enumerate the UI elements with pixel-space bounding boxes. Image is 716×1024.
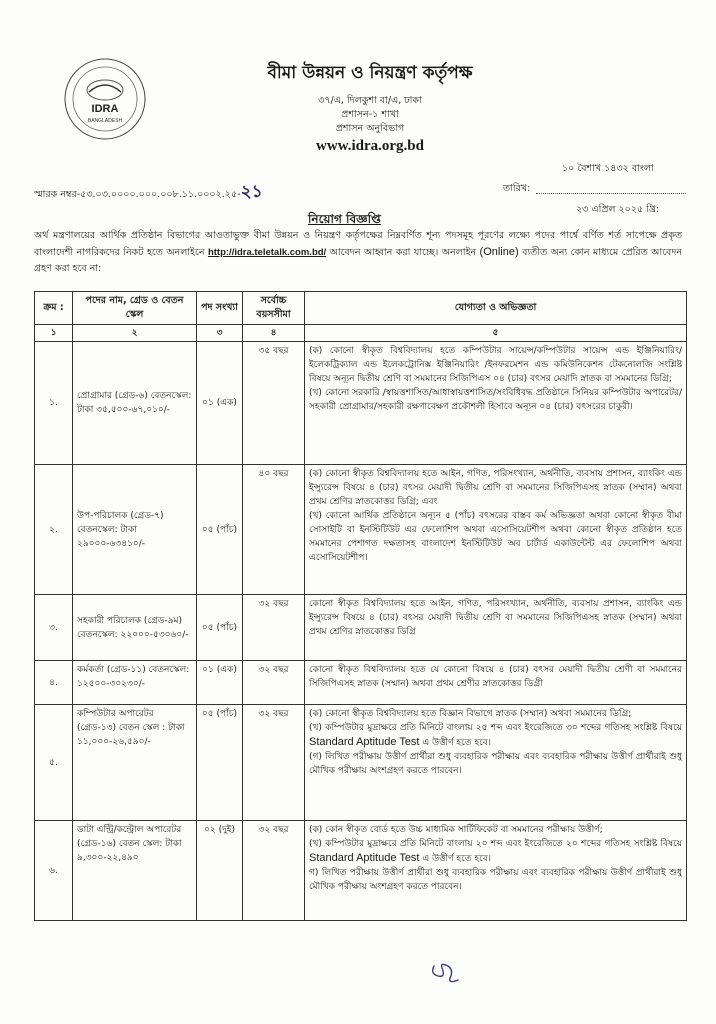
date-divider bbox=[536, 193, 686, 194]
qualification-text: (খ) কম্পিউটার মুদ্রাক্ষরে প্রতি মিনিটে বাংলায় ২০ শব্দ এবং ইংরেজিতে ২০ শব্দের গতিসহ সংশ্লিষ্ট বিষয়ে bbox=[309, 839, 682, 849]
header-serial: ক্রম : bbox=[35, 292, 73, 325]
row-count: ০১ (এক) bbox=[197, 661, 243, 705]
header-post: পদের নাম, গ্রেড ও বেতন স্কেল bbox=[73, 292, 197, 325]
qualification-text: (খ) কম্পিউটার মুদ্রাক্ষরে প্রতি মিনিটে বাংলায় ২৫ শব্দ এবং ইংরেজিতে ৩০ শব্দের গতিসহ সংশ্লিষ্ট বিষয়ে bbox=[309, 723, 682, 733]
row-serial: ৪. bbox=[35, 661, 73, 705]
header-count: পদ সংখ্যা bbox=[197, 292, 243, 325]
column-number: ১ bbox=[35, 325, 73, 342]
table-row bbox=[35, 661, 687, 705]
qualification-item: (খ) কোনো আর্থিক প্রতিষ্ঠানে অন্যূন ৫ (পাঁচ) বৎসরের বাস্তব কর্ম অভিজ্ঞতা অথবা কোনো স্বীকৃত বীমা সোসাইটি বা ইনস্টিটিউট এর ফেলোশিপ অথবা এসোসিয়েটশীপ অথবা কোনো স্বীকৃত প্রতিষ্ঠান হতে সমমানের পেশাগত দক্ষতাসহ বাংলাদেশ ইনস্টিটিউট অব চার্টার্ড একাউন্টেন্ট এর ফেলোশিপ অথবা এসোসিয়েটশীপ। bbox=[309, 511, 682, 563]
date-label: তারিখ: bbox=[503, 183, 531, 194]
row-age: ৩২ বছর bbox=[243, 705, 305, 821]
vacancy-table bbox=[34, 291, 687, 921]
notice-title: নিয়োগ বিজ্ঞপ্তি bbox=[308, 212, 381, 226]
signature-mark bbox=[428, 958, 468, 986]
qualification-item: (গ) লিখিত পরীক্ষায় উত্তীর্ণ প্রার্থীরা শুধু ব্যবহারিক পরীক্ষায় এবং ব্যবহারিক পরীক্ষায় উত্তীর্ণ প্রার্থীরাই শুধু মৌখিক পরীক্ষায় অংশগ্রহণ করতে পারবেন। bbox=[309, 752, 682, 776]
logo-text: IDRA bbox=[91, 103, 119, 115]
date-bangla: ১০ বৈশাখ ১৪৩২ বাংলা bbox=[562, 163, 654, 174]
row-post: প্রোগ্রামার (গ্রেড-৬) বেতনস্কেল: টাকা ৩৫,৫০০-৬৭,০১০/- bbox=[73, 342, 197, 465]
qualification-text: এ উত্তীর্ণ হতে হবে। bbox=[419, 854, 491, 864]
application-url-link[interactable]: http://idra.teletalk.com.bd/ bbox=[207, 247, 327, 258]
qualification-text: এ উত্তীর্ণ হতে হবে। bbox=[419, 738, 491, 748]
column-number: ৫ bbox=[305, 325, 687, 342]
row-post: কর্মকর্তা (গ্রেড-১১) বেতনস্কেল: ১২৫০০-৩০২৩০/- bbox=[73, 661, 197, 705]
row-qualification bbox=[305, 821, 687, 921]
idra-logo bbox=[62, 56, 148, 142]
row-post: ডাটা এন্ট্রি/কন্ট্রোল অপারেটর (গ্রেড-১৬) বেতন স্কেল: টাকা ৯,৩০০-২২,৪৯০ bbox=[73, 821, 197, 921]
qualification-item: (ক) কোনো স্বীকৃত বিশ্ববিদ্যালয় হতে কম্পিউটার সায়েন্স/কম্পিউটার সায়েন্স এন্ড ইঞ্জিনিয়ারিং/ইলেকট্রিক্যাল এন্ড ইলেকট্রোনিক্স ইঞ্জিনিয়ারিং /ইনফরমেশন এন্ড কমিউনিকেশন টেকনোলজি সংশ্লিষ্ট বিষয়ে অন্যূন দ্বিতীয় শ্রেণি বা সমমানের সিজিপিএস ০৪ (চার) বৎসর মেয়াদি স্নাতক বা সমমানের ডিগ্রি; bbox=[309, 346, 682, 384]
row-count: ০৫ (পাঁচ) bbox=[197, 595, 243, 661]
memo-number-handwritten: ২১ bbox=[240, 182, 263, 202]
column-number: ৩ bbox=[197, 325, 243, 342]
qualification-item bbox=[309, 837, 682, 866]
org-division: প্রশাসন অনুবিভাগ bbox=[335, 123, 405, 134]
table-header-row bbox=[35, 292, 687, 325]
qualification-item bbox=[309, 721, 682, 750]
qualification-item: (খ) কোনো সরকারি /স্বায়ত্তশাসিত/আধাস্বায়ত্তশাসিত/সংবিধিবদ্ধ প্রতিষ্ঠানে সিনিয়র কম্পিউটার অপারেটর/সহকারী প্রোগ্রামার/সহকারী রক্ষণাবেক্ষণ প্রকৌশলী হিসাবে অন্যূন ০৪ (চার) বৎসরের চাকুরী। bbox=[309, 388, 682, 412]
logo-subtext: BANGLADESH bbox=[87, 118, 123, 124]
row-qualification bbox=[305, 342, 687, 465]
column-number: ৪ bbox=[243, 325, 305, 342]
memo-number-label: স্মারক নম্বর-৫৩.০৩.০০০০.০০০.০০৮.১১.০০০২.২৫- bbox=[34, 189, 241, 200]
row-count: ০৫ (পাঁচ) bbox=[197, 465, 243, 595]
row-count: ০১ (এক) bbox=[197, 342, 243, 465]
intro-text-1: অর্থ মন্ত্রণালয়ের আর্থিক প্রতিষ্ঠান বিভাগের আওতাভুক্ত বীমা উন্নয়ন ও নিয়ন্ত্রণ কর্তৃপক্ষের নিম্নবর্ণিত শূন্য পদসমূহ পূরণের লক্ষ্যে পদের পার্শ্বে বর্ণিত শর্ত সাপেক্ষে প্রকৃত বাংলাদেশী নাগরিকদের নিকট হতে অনলাইনে bbox=[34, 230, 682, 258]
aptitude-test-label: Standard Aptitude Test bbox=[309, 852, 420, 864]
table-row bbox=[35, 705, 687, 821]
org-title: বীমা উন্নয়ন ও নিয়ন্ত্রণ কর্তৃপক্ষ bbox=[267, 63, 473, 83]
header-qualification: যোগ্যতা ও অভিজ্ঞতা bbox=[305, 292, 687, 325]
qualification-item: (ক) কোনো স্বীকৃত বিশ্ববিদ্যালয় হতে বিজ্ঞান বিভাগে স্নাতক (সম্মান) অথবা সমমানের ডিগ্রি; bbox=[309, 709, 632, 719]
header-age: সর্বোচ্চ বয়সসীমা bbox=[243, 292, 305, 325]
qualification-item: কোনো স্বীকৃত বিশ্ববিদ্যালয় হতে যে কোনো বিষয়ে ৪ (চার) বৎসর মেয়াদী দ্বিতীয় শ্রেণী বা সমমানের সিজিপিএসহ স্নাতক (সম্মান) অথবা প্রথম শ্রেণীর স্নাতকোত্তর ডিগ্রী bbox=[309, 665, 682, 689]
qualification-item: (ক) কোন স্বীকৃত বোর্ড হতে উচ্চ মাধ্যমিক সার্টিফিকেট বা সমমানের পরীক্ষায় উত্তীর্ণ; bbox=[309, 825, 603, 835]
table-row bbox=[35, 465, 687, 595]
column-number: ২ bbox=[73, 325, 197, 342]
table-row bbox=[35, 595, 687, 661]
qualification-item: কোনো স্বীকৃত বিশ্ববিদ্যালয় হতে আইন, গণিত, পরিসংখ্যান, অর্থনীতি, ব্যবসায় প্রশাসন, ব্যাংকিং এন্ড ইন্স্যুরেন্স বিষয়ে ৪ (চার) বৎসর মেয়াদী দ্বিতীয় শ্রেণি বা সমমানের সিজিপিএসহ স্নাতক (সম্মান) অথবা প্রথম শ্রেণির স্নাতকোত্তর ডিগ্রি bbox=[309, 599, 682, 637]
qualification-item: (ক) কোনো স্বীকৃত বিশ্ববিদ্যালয় হতে আইন, গণিত, পরিসংখ্যান, অর্থনীতি, ব্যবসায় প্রশাসন, ব্যাংকিং এন্ড ইন্স্যুরেন্স বিষয়ে ৪ (চার) বৎসর মেয়াদী দ্বিতীয় শ্রেণি বা সমমানের সিজিপিএসহ স্নাতক (সম্মান) অথবা প্রথম শ্রেণির স্নাতকোত্তর ডিগ্রি; এবং bbox=[309, 469, 682, 507]
row-qualification bbox=[305, 661, 687, 705]
table-row bbox=[35, 342, 687, 465]
row-post: সহকারী পরিচালক (গ্রেড-৯ম) বেতনস্কেল: ২২০০০-৫৩০৬০/- bbox=[73, 595, 197, 661]
table-row bbox=[35, 821, 687, 921]
intro-text-3: ব্যতীত অন্য কোন মাধ্যমে প্রেরিত আবেদন গ্রহণ করা হবে না: bbox=[34, 247, 683, 274]
row-post: উপ-পরিচালক (গ্রেড-৭) বেতনস্কেল: টাকা ২৯০০০-৬৩৪১০/- bbox=[73, 465, 197, 595]
notice-intro bbox=[34, 228, 682, 277]
memo-number bbox=[34, 179, 263, 207]
row-serial: ৬. bbox=[35, 821, 73, 921]
date-english: ২৩ এপ্রিল ২০২৫ খ্রি: bbox=[576, 204, 660, 215]
row-qualification bbox=[305, 465, 687, 595]
intro-online: (Online) bbox=[479, 246, 519, 258]
column-number-row bbox=[35, 325, 687, 342]
row-qualification bbox=[305, 595, 687, 661]
row-age: ৩৫ বছর bbox=[243, 342, 305, 465]
row-qualification bbox=[305, 705, 687, 821]
row-serial: ১. bbox=[35, 342, 73, 465]
aptitude-test-label: Standard Aptitude Test bbox=[309, 736, 420, 748]
row-count: ০৫ (পাঁচ) bbox=[197, 705, 243, 821]
org-address: ৩৭/এ, দিলকুশা বা/এ, ঢাকা bbox=[318, 95, 422, 106]
row-age: ৪০ বছর bbox=[243, 465, 305, 595]
qualification-item: গ) লিখিত পরীক্ষায় উত্তীর্ণ প্রার্থীরা শুধু ব্যবহারিক পরীক্ষায় এবং ব্যবহারিক পরীক্ষায় উত্তীর্ণ প্রার্থীরাই শুধু মৌখিক পরীক্ষায় অংশগ্রহণ করতে পারবেন। bbox=[309, 868, 682, 892]
row-age: ৩২ বছর bbox=[243, 661, 305, 705]
row-serial: ৫. bbox=[35, 705, 73, 821]
row-count: ০২ (দুই) bbox=[197, 821, 243, 921]
row-age: ৩২ বছর bbox=[243, 595, 305, 661]
row-serial: ২. bbox=[35, 465, 73, 595]
intro-text-2: আবেদন আহ্বান করা যাচ্ছে। অনলাইন bbox=[326, 247, 480, 258]
org-section: প্রশাসন-১ শাখা bbox=[341, 109, 399, 120]
row-serial: ৩. bbox=[35, 595, 73, 661]
letterhead bbox=[170, 60, 570, 155]
row-post: কম্পিউটার অপারেটর (গ্রেড-১৩) বেতন স্কেল : টাকা ১১,০০০-২৬,৫৯০/- bbox=[73, 705, 197, 821]
org-website[interactable]: www.idra.org.bd bbox=[316, 138, 424, 154]
row-age: ৩২ বছর bbox=[243, 821, 305, 921]
